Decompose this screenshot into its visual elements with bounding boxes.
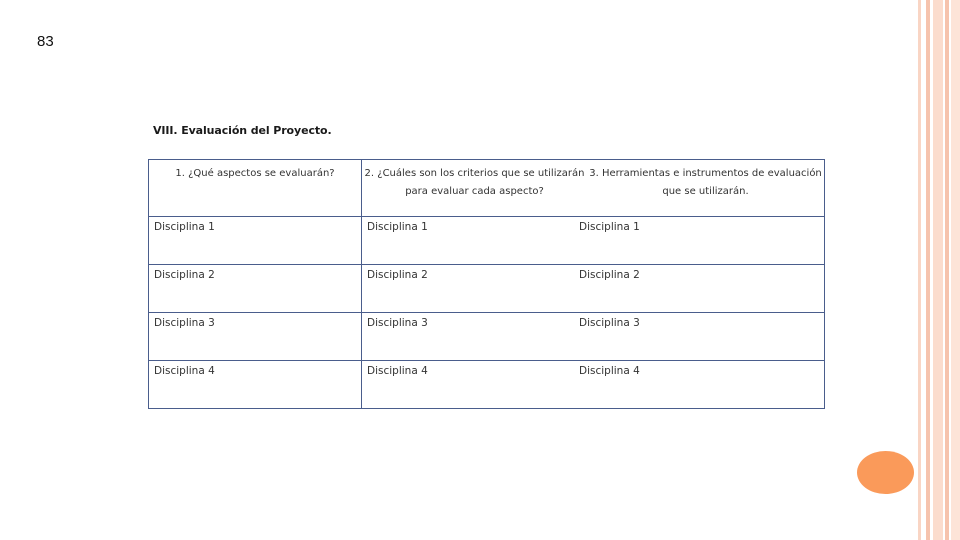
table-cell: Disciplina 2 xyxy=(149,265,362,313)
decorative-stripe xyxy=(945,0,949,540)
decorative-stripe xyxy=(933,0,943,540)
header-aspects: 1. ¿Qué aspectos se evaluarán? xyxy=(149,160,362,217)
table-row xyxy=(149,361,825,409)
table-cell: Disciplina 2 xyxy=(579,269,640,281)
decorative-orange-circle xyxy=(857,451,914,494)
decorative-stripe xyxy=(918,0,921,540)
table-cell: Disciplina 1 xyxy=(579,221,640,233)
table-cell: Disciplina 1 xyxy=(149,217,362,265)
table-cell: Disciplina 4 xyxy=(149,361,362,409)
table-cell: Disciplina 4 xyxy=(579,365,640,377)
table-cell-group xyxy=(362,265,825,313)
table-cell: Disciplina 3 xyxy=(149,313,362,361)
slide-number: 83 xyxy=(37,33,54,50)
evaluation-table xyxy=(148,159,825,409)
table-cell: Disciplina 1 xyxy=(367,221,428,233)
table-cell: Disciplina 4 xyxy=(367,365,428,377)
table-cell-group xyxy=(362,313,825,361)
table-cell: Disciplina 2 xyxy=(367,269,428,281)
table-row xyxy=(149,217,825,265)
decorative-stripe xyxy=(926,0,930,540)
header-right-group xyxy=(362,160,825,217)
table-header-row xyxy=(149,160,825,217)
table-row xyxy=(149,265,825,313)
table-cell: Disciplina 3 xyxy=(579,317,640,329)
header-tools: 3. Herramientas e instrumentos de evaluación que se utilizarán. xyxy=(589,168,822,197)
header-criteria: 2. ¿Cuáles son los criterios que se utilizarán para evaluar cada aspecto? xyxy=(364,168,585,197)
decorative-stripe xyxy=(951,0,960,540)
table-cell-group xyxy=(362,217,825,265)
table-row xyxy=(149,313,825,361)
table-cell-group xyxy=(362,361,825,409)
section-title: VIII. Evaluación del Proyecto. xyxy=(153,124,332,137)
table-cell: Disciplina 3 xyxy=(367,317,428,329)
